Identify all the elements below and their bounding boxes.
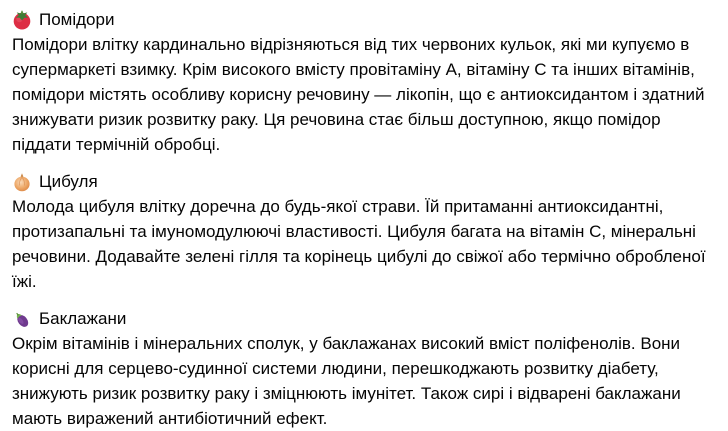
section-onion: [12, 169, 710, 294]
section-title: Помідори: [39, 10, 115, 29]
section-body: Молода цибуля влітку доречна до будь-якої страви. Їй притаманні антиоксидантні, протизапальні та імуномодулюючі властивості. Цибуля багата на вітамін С, мінеральні речовини. Додавайте зелені гілля та корінець цибулі до свіжої або термічно обробленої їжі.: [12, 197, 706, 291]
section-header: [12, 306, 710, 331]
section-eggplants: [12, 306, 710, 431]
section-body: Окрім вітамінів і мінеральних сполук, у баклажанах високий вміст поліфенолів. Вони корисні для серцево-судинної системи людини, перешкоджають розвитку діабету, знижують ризик розвитку раку і зміцнюють імунітет. Також сирі і відварені баклажани мають виражений антибіотичний ефект.: [12, 334, 681, 428]
section-body: Помідори влітку кардинально відрізняються від тих червоних кульок, які ми купуємо в супермаркеті взимку. Крім високого вмісту провітаміну А, вітаміну С та інших вітамінів, помідори містять особливу корисну речовину — лікопін, що є антиоксидантом і здатний знижувати ризик розвитку раку. Ця речовина стає більш доступною, якщо помідор піддати термічній обробці.: [12, 35, 705, 154]
section-header: [12, 7, 710, 32]
tomato-icon: [12, 10, 32, 30]
eggplant-icon: [12, 309, 32, 329]
section-title: Цибуля: [39, 172, 98, 191]
section-tomatoes: [12, 7, 710, 157]
section-header: [12, 169, 710, 194]
section-title: Баклажани: [39, 309, 127, 328]
onion-icon: [12, 172, 32, 192]
